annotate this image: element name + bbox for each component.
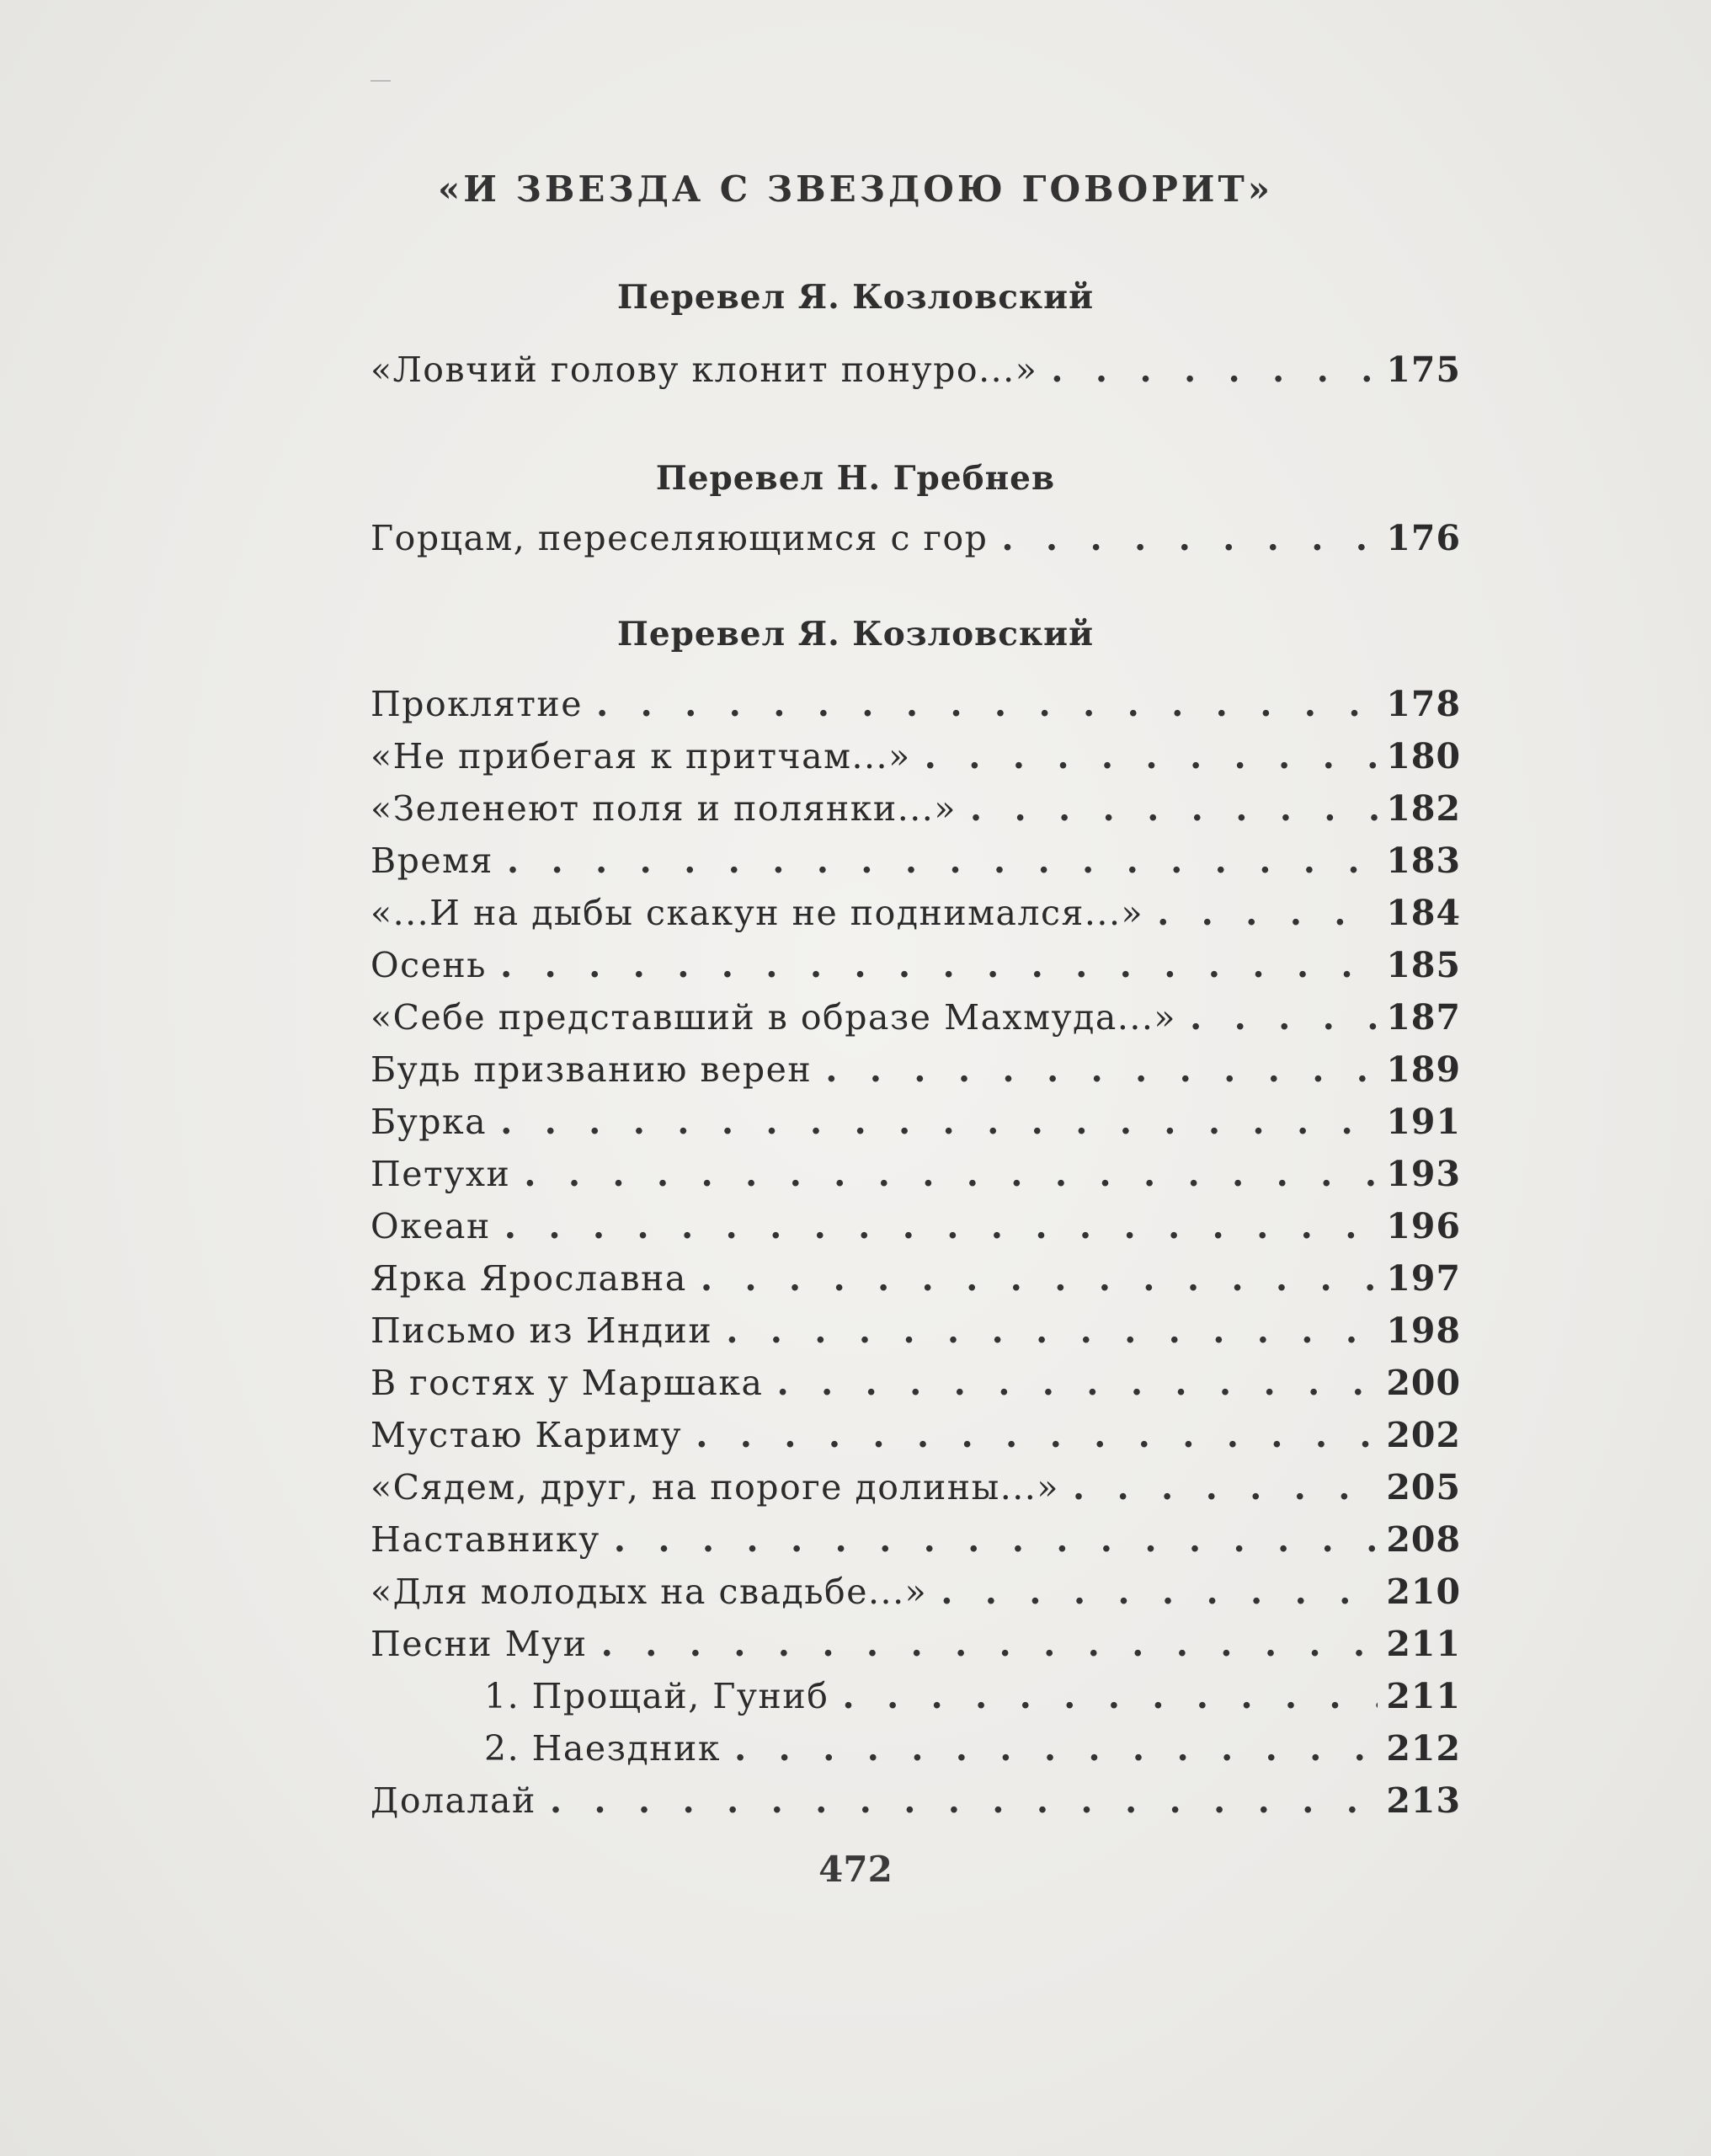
toc-entry-page: 184	[1386, 893, 1461, 933]
translator-heading: Перевел Я. Козловский	[616, 615, 1094, 654]
toc-entry-title: Океан	[370, 1206, 491, 1246]
toc-entry-title: Горцам, переселяющимся с гор	[370, 518, 989, 558]
dot-leader	[601, 1624, 1378, 1664]
toc-entry-title: Осень	[370, 945, 487, 985]
toc-entry-title: Мустаю Кариму	[370, 1415, 683, 1455]
toc-entry[interactable]	[370, 1572, 1461, 1614]
toc-entry-title: Долалай	[370, 1780, 536, 1821]
toc-entry-page: 210	[1386, 1572, 1461, 1612]
dot-leader	[734, 1728, 1378, 1769]
toc-entry[interactable]	[370, 1624, 1461, 1666]
toc-entry-page: 202	[1386, 1415, 1461, 1455]
dot-leader	[842, 1676, 1378, 1716]
dot-leader	[500, 1102, 1378, 1142]
dot-leader	[696, 1415, 1378, 1455]
dot-leader	[1001, 518, 1378, 558]
toc-entry-page: 178	[1386, 684, 1461, 724]
page-number: 472	[818, 1849, 893, 1890]
toc-entry[interactable]	[370, 997, 1461, 1039]
toc-entry[interactable]	[370, 1519, 1461, 1561]
toc-entry-page: 200	[1386, 1363, 1461, 1403]
dot-leader	[507, 841, 1378, 881]
toc-entry-title: Письмо из Индии	[370, 1310, 713, 1351]
toc-entry-title: «Зеленеют поля и полянки...»	[370, 788, 957, 829]
toc-entry-title: «Для молодых на свадьбе...»	[370, 1572, 928, 1612]
toc-entry-page: 180	[1386, 736, 1461, 776]
toc-entry-title: Петухи	[370, 1154, 511, 1194]
dot-leader	[726, 1310, 1378, 1351]
toc-entry-page: 189	[1386, 1049, 1461, 1090]
toc-entry[interactable]	[370, 1310, 1461, 1353]
toc-entry[interactable]	[370, 1154, 1461, 1196]
translator-heading: Перевел Я. Козловский	[616, 278, 1094, 317]
toc-entry-page: 205	[1386, 1467, 1461, 1508]
dot-leader	[596, 684, 1378, 724]
toc-entry-page: 175	[1386, 350, 1461, 390]
toc-entry-page: 197	[1386, 1258, 1461, 1299]
toc-entry[interactable]	[370, 893, 1461, 935]
dot-leader	[1073, 1467, 1378, 1508]
toc-entry-page: 176	[1386, 518, 1461, 558]
toc-entry[interactable]	[370, 1363, 1461, 1405]
translator-heading: Перевел Н. Гребнев	[655, 459, 1056, 498]
toc-entry-title: 1. Прощай, Гуниб	[484, 1676, 829, 1716]
dot-leader	[500, 945, 1378, 985]
toc-entry-title: 2. Наездник	[484, 1728, 721, 1769]
toc-entry-page: 183	[1386, 841, 1461, 881]
toc-entry-page: 198	[1386, 1310, 1461, 1351]
toc-entry-page: 196	[1386, 1206, 1461, 1246]
toc-entry[interactable]	[370, 841, 1461, 883]
toc-entry-page: 211	[1386, 1676, 1461, 1716]
dot-leader	[1051, 350, 1378, 390]
dot-leader	[1190, 997, 1378, 1038]
toc-entry-page: 213	[1386, 1780, 1461, 1821]
toc-entry-title: Бурка	[370, 1102, 488, 1142]
dot-leader	[825, 1049, 1378, 1090]
dot-leader	[970, 788, 1378, 829]
toc-entry-title: «Сядем, друг, на пороге долины...»	[370, 1467, 1059, 1508]
toc-entry-page: 191	[1386, 1102, 1461, 1142]
toc-entry-title: Ярка Ярославна	[370, 1258, 687, 1299]
toc-entry[interactable]	[370, 1102, 1461, 1144]
toc-entry-title: В гостях у Маршака	[370, 1363, 764, 1403]
toc-entry-title: Будь призванию верен	[370, 1049, 813, 1090]
toc-entry-title: Проклятие	[370, 684, 583, 724]
toc-entry[interactable]	[370, 684, 1461, 726]
dot-leader	[701, 1258, 1378, 1299]
toc-entry[interactable]	[370, 736, 1461, 778]
toc-entry-page: 185	[1386, 945, 1461, 985]
dot-leader	[504, 1206, 1378, 1246]
toc-entry-title: «Ловчий голову клонит понуро...»	[370, 350, 1038, 390]
toc-subentry[interactable]	[370, 1728, 1461, 1770]
toc-entry[interactable]	[370, 1467, 1461, 1509]
toc-entry-page: 187	[1386, 997, 1461, 1038]
toc-entry-title: Песни Муи	[370, 1624, 588, 1664]
dot-leader	[925, 736, 1378, 776]
dot-leader	[524, 1154, 1378, 1194]
toc-entry[interactable]	[370, 1415, 1461, 1457]
toc-entry-page: 211	[1386, 1624, 1461, 1664]
toc-entry[interactable]	[370, 1049, 1461, 1091]
toc-entry[interactable]	[370, 1780, 1461, 1822]
section-title: «И ЗВЕЗДА С ЗВЕЗДОЮ ГОВОРИТ»	[437, 168, 1273, 210]
dot-leader	[941, 1572, 1378, 1612]
page-mark	[370, 80, 391, 82]
toc-entry-page: 182	[1386, 788, 1461, 829]
toc-entry[interactable]	[370, 518, 1461, 560]
toc-entry-page: 208	[1386, 1519, 1461, 1560]
toc-entry[interactable]	[370, 1258, 1461, 1300]
dot-leader	[776, 1363, 1378, 1403]
toc-entry-page: 193	[1386, 1154, 1461, 1194]
toc-entry[interactable]	[370, 945, 1461, 987]
toc-entry[interactable]	[370, 1206, 1461, 1248]
dot-leader	[614, 1519, 1378, 1560]
toc-entry[interactable]	[370, 788, 1461, 830]
toc-entry-title: «Себе представший в образе Махмуда...»	[370, 997, 1177, 1038]
toc-entry-title: Наставнику	[370, 1519, 600, 1560]
toc-entry-title: «...И на дыбы скакун не поднимался...»	[370, 893, 1144, 933]
toc-entry[interactable]	[370, 350, 1461, 392]
toc-entry-title: «Не прибегая к притчам...»	[370, 736, 911, 776]
dot-leader	[1157, 893, 1378, 933]
toc-entry-title: Время	[370, 841, 493, 881]
toc-entry-page: 212	[1386, 1728, 1461, 1769]
toc-subentry[interactable]	[370, 1676, 1461, 1718]
dot-leader	[550, 1780, 1378, 1821]
